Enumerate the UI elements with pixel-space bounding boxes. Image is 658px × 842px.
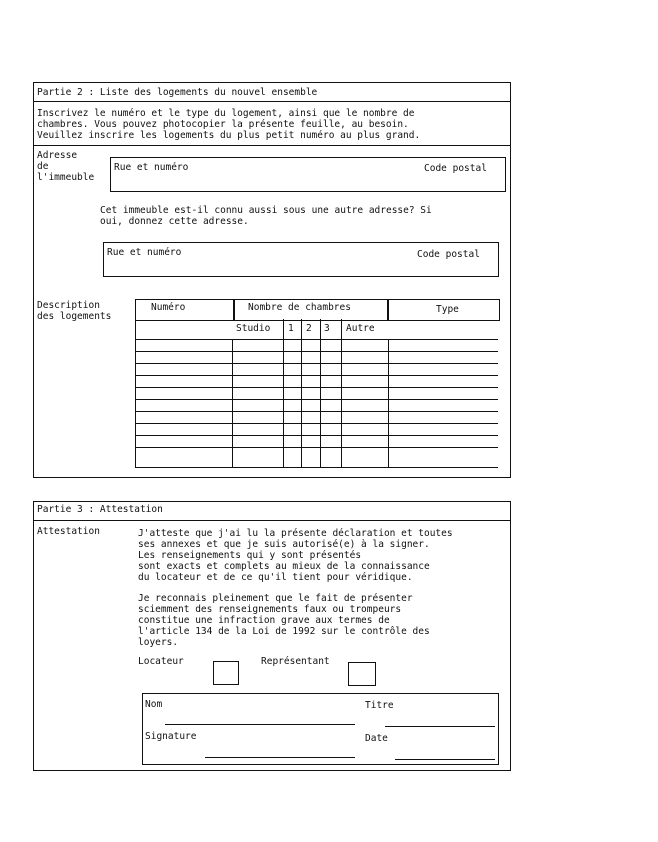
part3-bottom-border bbox=[33, 770, 511, 771]
units-label-1: Description bbox=[37, 300, 100, 311]
other-address-question-1: Cet immeuble est-il connu aussi sous une autre adresse? Si bbox=[100, 205, 432, 216]
postal-code-label: Code postal bbox=[424, 163, 487, 174]
sub-other-label: Autre bbox=[346, 323, 375, 334]
signatory-block bbox=[142, 693, 499, 765]
acknowledge-line-5: loyers. bbox=[138, 637, 179, 648]
street-number-label-2: Rue et numéro bbox=[107, 247, 182, 258]
landlord-checkbox[interactable] bbox=[213, 661, 239, 685]
attest-line-3: Les renseignements qui y sont présentés bbox=[138, 550, 362, 561]
units-table bbox=[135, 297, 498, 467]
date-field[interactable] bbox=[395, 759, 495, 760]
acknowledge-line-4: l'article 134 de la Loi de 1992 sur le contrôle des bbox=[138, 626, 430, 637]
attest-line-4: sont exacts et complets au mieux de la connaissance bbox=[138, 561, 430, 572]
attest-line-1: J'atteste que j'ai lu la présente déclaration et toutes bbox=[138, 528, 453, 539]
acknowledge-line-1: Je reconnais pleinement que le fait de présenter bbox=[138, 593, 413, 604]
signature-field[interactable] bbox=[205, 757, 355, 758]
part2-intro-line-3: Veuillez inscrire les logements du plus petit numéro au plus grand. bbox=[37, 130, 421, 141]
title-label: Titre bbox=[365, 700, 394, 711]
table-row[interactable] bbox=[135, 447, 498, 468]
col-type-label: Type bbox=[436, 304, 459, 315]
other-address-question-2: oui, donnez cette adresse. bbox=[100, 216, 249, 227]
attestation-label: Attestation bbox=[37, 526, 100, 537]
part2-intro-divider bbox=[33, 145, 511, 146]
part2-right-border bbox=[510, 82, 511, 478]
part2-title: Partie 2 : Liste des logements du nouvel ensemble bbox=[37, 87, 318, 98]
part2-intro-line-1: Inscrivez le numéro et le type du logement, ainsi que le nombre de bbox=[37, 108, 415, 119]
sub-2-label: 2 bbox=[306, 323, 312, 334]
address-label-3: l'immeuble bbox=[37, 172, 95, 183]
part2-intro-line-2: chambres. Vous pouvez photocopier la présente feuille, au besoin. bbox=[37, 119, 409, 130]
name-field[interactable] bbox=[165, 724, 355, 725]
sub-studio-label: Studio bbox=[236, 323, 271, 334]
signature-label: Signature bbox=[145, 731, 197, 742]
units-label-2: des logements bbox=[37, 311, 112, 322]
landlord-label: Locateur bbox=[138, 656, 184, 667]
part2-left-border bbox=[33, 82, 34, 478]
address-label-1: Adresse bbox=[37, 150, 78, 161]
part2-top-border bbox=[33, 82, 511, 83]
attest-line-2: ses annexes et que je suis autorisé(e) à la signer. bbox=[138, 539, 430, 550]
sub-1-label: 1 bbox=[288, 323, 294, 334]
part3-left-border bbox=[33, 501, 34, 771]
title-field[interactable] bbox=[385, 726, 495, 727]
part3-top-border bbox=[33, 501, 511, 502]
acknowledge-line-2: sciemment des renseignements faux ou trompeurs bbox=[138, 604, 402, 615]
part3-title-divider bbox=[33, 520, 511, 521]
col-number-label: Numéro bbox=[151, 302, 186, 313]
postal-code-label-2: Code postal bbox=[417, 249, 480, 260]
part2-title-divider bbox=[33, 101, 511, 102]
part3-right-border bbox=[510, 501, 511, 771]
name-label: Nom bbox=[145, 699, 163, 710]
attest-line-5: du locateur et de ce qu'il tient pour véridique. bbox=[138, 572, 413, 583]
representative-checkbox[interactable] bbox=[348, 662, 376, 686]
part3-title: Partie 3 : Attestation bbox=[37, 504, 163, 515]
col-rooms-label: Nombre de chambres bbox=[248, 302, 351, 313]
sub-3-label: 3 bbox=[324, 323, 330, 334]
part2-bottom-border bbox=[33, 477, 511, 478]
street-number-label: Rue et numéro bbox=[114, 162, 189, 173]
acknowledge-line-3: constitue une infraction grave aux termes de bbox=[138, 615, 390, 626]
address-label-2: de bbox=[37, 161, 49, 172]
date-label: Date bbox=[365, 733, 388, 744]
representative-label: Représentant bbox=[261, 656, 330, 667]
